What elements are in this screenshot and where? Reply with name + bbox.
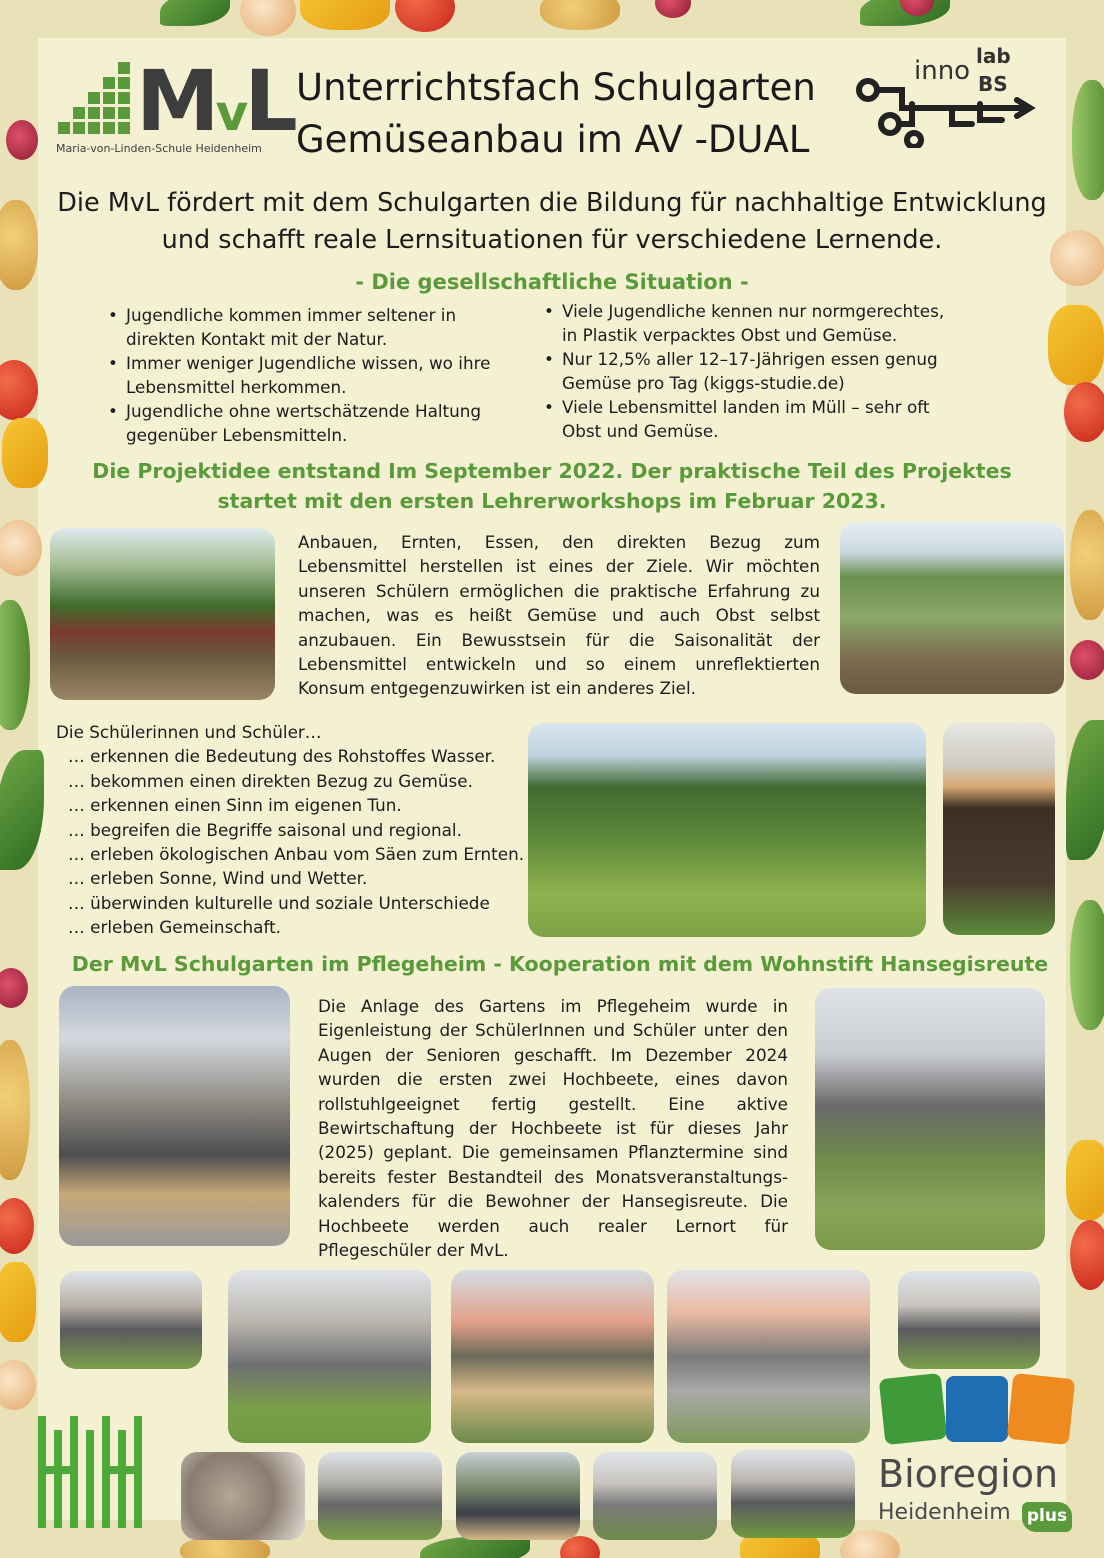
- list-item: • Jugendliche kommen immer seltener in direkten Kontakt mit der Natur.: [108, 303, 528, 351]
- list-item: … überwinden kulturelle und soziale Unterschiede: [68, 892, 490, 913]
- heidenheim-logo-icon: [36, 1416, 154, 1528]
- mvl-subtitle: Maria-von-Linden-Schule Heidenheim: [56, 142, 262, 155]
- situation-heading: - Die gesellschaftliche Situation -: [355, 270, 749, 294]
- list-item: • Viele Lebensmittel landen im Müll – sehr oft Obst und Gemüse.: [544, 395, 964, 443]
- list-item: • Viele Jugendliche kennen nur normgerechtes, in Plastik verpacktes Obst und Gemüse.: [544, 299, 964, 347]
- bioregion-name: Bioregion: [878, 1452, 1059, 1496]
- title-line-2: Gemüseanbau im AV -DUAL: [296, 118, 810, 161]
- list-item: • Nur 12,5% aller 12–17-Jährigen essen genug Gemüse pro Tag (kiggs-studie.de): [544, 347, 964, 395]
- title-line-1: Unterrichtsfach Schulgarten: [296, 66, 816, 109]
- photo-care-home-3: [451, 1270, 654, 1443]
- list-item: … erleben Gemeinschaft.: [68, 917, 281, 938]
- bioregion-sub: Heidenheim: [878, 1500, 1011, 1525]
- photo-care-home-2: [228, 1270, 431, 1443]
- pupils-list: [56, 720, 526, 940]
- page-title: [296, 62, 816, 166]
- list-item: … begreifen die Begriffe saisonal und regional.: [68, 819, 462, 840]
- list-item: … bekommen einen direkten Bezug zu Gemüse.: [68, 770, 473, 791]
- photo-care-home-4: [667, 1270, 870, 1443]
- photo-raised-bed-planted: [943, 723, 1055, 935]
- list-item: • Immer weniger Jugendliche wissen, wo ihre Lebensmittel herkommen.: [108, 351, 528, 399]
- photo-care-home-8: [593, 1452, 717, 1540]
- photo-garden-group: [528, 723, 926, 937]
- mvl-wordmark: MvL: [136, 52, 294, 150]
- care-home-heading: Der MvL Schulgarten im Pflegeheim - Kooperation mit dem Wohnstift Hansegisreute: [71, 952, 1049, 976]
- bioregion-logo: [876, 1376, 1076, 1536]
- photo-care-home-raised-bed: [59, 986, 290, 1246]
- photo-care-home-5: [898, 1271, 1040, 1369]
- list-item: • Jugendliche ohne wertschätzende Haltung gegenüber Lebensmitteln.: [108, 399, 528, 447]
- heidenheim-logo: [36, 1416, 154, 1528]
- situation-list-right: [544, 299, 964, 443]
- goals-paragraph: Anbauen, Ernten, Essen, den direkten Bezug zum Lebensmittel herstellen ist eines der Ziele. Wir möchten unseren Schülern ermöglichen die praktische Erfahrung zu machen, was es heißt Gemüse und auch Obst selbst anzubauen. Ein Bewusstsein für die Saisonalität der Lebensmittel entwickeln und so einem unreflektierten Konsum entgegenzuwirken ist ein anderes Ziel.: [298, 532, 820, 699]
- photo-clay-labels: [181, 1452, 305, 1540]
- photo-field-work: [840, 522, 1064, 694]
- list-item: … erleben Sonne, Wind und Wetter.: [68, 868, 368, 889]
- innolab-logo: [852, 44, 1037, 148]
- mvl-logo: [56, 52, 294, 157]
- list-item: … erkennen einen Sinn im eigenen Tun.: [68, 795, 402, 816]
- situation-list-left: [108, 303, 528, 447]
- photo-chard-plants: [50, 528, 275, 700]
- photo-care-home-1: [60, 1271, 202, 1369]
- pupils-intro: Die Schülerinnen und Schüler…: [56, 722, 322, 742]
- mvl-logo-icon: [56, 62, 136, 138]
- list-item: … erleben ökologischen Anbau vom Säen zum Ernten.: [68, 844, 525, 865]
- list-item: … erkennen die Bedeutung des Rohstoffes Wasser.: [68, 746, 496, 767]
- intro-statement: Die MvL fördert mit dem Schulgarten die Bildung für nachhaltige Entwicklung und schafft reale Lernsituationen für verschiedene Lernende.: [57, 188, 1047, 255]
- care-home-paragraph: Die Anlage des Gartens im Pflegeheim wurde in Eigenleistung der SchülerInnen und Schüler unter den Augen der Senioren geschafft. Im Dezember 2024 wurden die ersten zwei Hochbeete, eines davon rollstuhlgeeignet fertig gestellt. Eine aktive Bewirtschaftung der Hochbeete ist für dieses Jahr (2025) geplant. Die gemeinsamen Pflanztermine sind bereits fester Bestandteil des Monatsveranstaltungs-kalenders für die Bewohner der Hansegisreute. Die Hochbeete werden auch realer Lernort für Pflegeschüler der MvL.: [318, 996, 788, 1261]
- photo-care-home-7: [456, 1452, 580, 1540]
- project-idea-heading: Die Projektidee entstand Im September 2022. Der praktische Teil des Projektes startet mit den ersten Lehrerworkshops im Februar 2023.: [92, 459, 1012, 513]
- bioregion-plus-badge: plus: [1022, 1502, 1072, 1532]
- photo-care-home-9: [731, 1450, 855, 1538]
- photo-care-home-digging: [815, 988, 1045, 1250]
- innolab-wordmark: inno lab BS: [914, 44, 1011, 96]
- photo-care-home-6: [318, 1452, 442, 1540]
